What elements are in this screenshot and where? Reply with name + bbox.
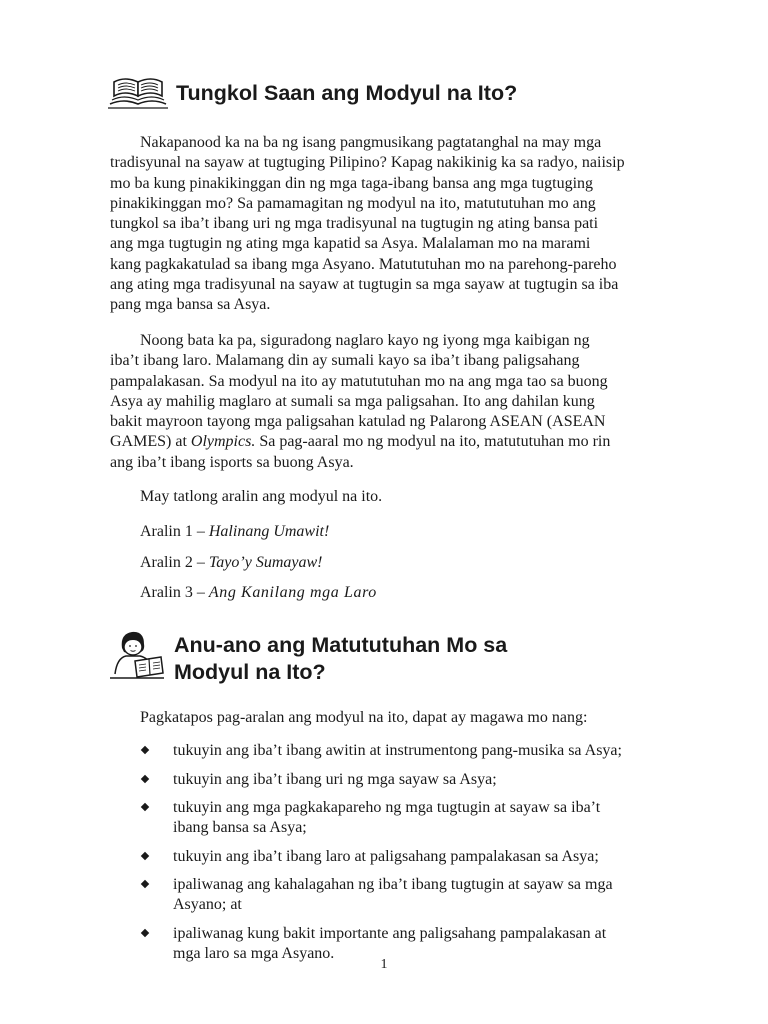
- list-item: [140, 798, 700, 838]
- lesson-item: [140, 553, 323, 573]
- text-line: tungkol sa iba’t ibang uri ng mga tradisyunal na tugtugin ng ating bansa pati: [110, 215, 599, 233]
- text-fragment: GAMES) at: [110, 433, 187, 451]
- lesson-label: Aralin 1: [140, 523, 193, 540]
- diamond-bullet-icon: [141, 774, 149, 782]
- text-line: kang pagkakatulad sa ibang mga Asyano. Matututuhan mo na parehong-pareho: [110, 255, 617, 273]
- text-line: pang mga bansa sa Asya.: [110, 296, 271, 314]
- text-line: bakit mayroon tayong mga paligsahan katulad ng Palarong ASEAN (ASEAN: [110, 413, 606, 431]
- lesson-title: Ang Kanilang mga Laro: [208, 584, 377, 601]
- paragraph-games: [110, 331, 678, 473]
- section-heading-objectives: [108, 628, 507, 686]
- text-line: tradisyunal na sayaw at tugtuging Pilipino? Kapag nakikinig ka sa radyo, naiisip: [110, 154, 625, 172]
- text-line: iba’t ibang laro. Malamang din ay sumali kayo sa iba’t ibang paligsahang: [110, 352, 580, 370]
- text-line: Nakapanood ka na ba ng isang pangmusikang pagtatanghal na may mga: [140, 134, 602, 151]
- paragraph-intro: [110, 133, 678, 316]
- diamond-bullet-icon: [141, 851, 149, 859]
- text-line: Asya ay mahilig maglaro at sumali sa mga paligsahan. Ito ang dahilan kung: [110, 392, 595, 410]
- lesson-dash: –: [196, 554, 205, 571]
- text-fragment: Sa pag-aaral mo ng modyul na ito, matututuhan mo rin: [259, 433, 611, 451]
- list-item: [140, 741, 700, 761]
- lessons-intro: May tatlong aralin ang modyul na ito.: [140, 488, 383, 505]
- list-item-text: mga laro sa mga Asyano.: [173, 944, 335, 962]
- lesson-dash: –: [196, 584, 205, 601]
- list-item-text: tukuyin ang iba’t ibang uri ng mga sayaw sa Asya;: [173, 770, 497, 788]
- list-item-text: ibang bansa sa Asya;: [173, 819, 307, 836]
- list-item: [140, 770, 700, 790]
- lesson-label: Aralin 3: [140, 584, 193, 601]
- section-title: Tungkol Saan ang Modyul na Ito?: [176, 81, 518, 105]
- student-reading-icon: [108, 628, 166, 680]
- diamond-bullet-icon: [141, 746, 149, 754]
- text-line: ang mga tugtugin ng ating mga kapatid sa Asya. Malalaman mo na marami: [110, 235, 591, 253]
- objectives-intro: Pagkatapos pag-aralan ang modyul na ito, dapat ay magawa mo nang:: [140, 709, 588, 726]
- diamond-bullet-icon: [141, 803, 149, 811]
- lesson-dash: –: [196, 523, 205, 540]
- open-book-icon: [108, 74, 168, 112]
- section-title: [174, 632, 507, 686]
- diamond-bullet-icon: [141, 880, 149, 888]
- text-line: ang iba’t ibang isports sa buong Asya.: [110, 453, 354, 471]
- lesson-label: Aralin 2: [140, 554, 193, 571]
- list-item-text: tukuyin ang iba’t ibang awitin at instrumentong pang-musika sa Asya;: [173, 742, 622, 759]
- lesson-title: Halinang Umawit!: [208, 523, 330, 540]
- list-item: [140, 875, 700, 915]
- text-line: pinakikinggan mo? Sa pamamagitan ng modyul na ito, matututuhan mo ang: [110, 194, 596, 212]
- lesson-title: Tayo’y Sumayaw!: [208, 554, 323, 571]
- list-item-text: tukuyin ang mga pagkakapareho ng mga tugtugin at sayaw sa iba’t: [173, 799, 601, 816]
- list-item-text: ipaliwanag ang kahalagahan ng iba’t ibang tugtugin at sayaw sa mga: [173, 876, 613, 893]
- objectives-list: [140, 741, 700, 972]
- lesson-item: [140, 522, 329, 542]
- list-item: [140, 847, 700, 867]
- text-line: Noong bata ka pa, siguradong naglaro kayo ng iyong mga kaibigan ng: [140, 332, 590, 349]
- list-item-text: ipaliwanag kung bakit importante ang paligsahang pampalakasan at: [173, 924, 607, 942]
- text-line: ang ating mga tradisyunal na sayaw at tugtugin sa mga sayaw at tugtugin sa iba: [110, 276, 619, 294]
- text-line: pampalakasan. Sa modyul na ito ay matututuhan mo na ang mga tao sa buong: [110, 372, 608, 390]
- text-line: [110, 432, 678, 452]
- section-title-line: Anu-ano ang Matututuhan Mo sa: [174, 633, 508, 657]
- page-number: 1: [380, 957, 388, 972]
- diamond-bullet-icon: [141, 928, 149, 936]
- lesson-item: [140, 583, 377, 603]
- italic-term: Olympics.: [190, 433, 256, 451]
- section-title-line: Modyul na Ito?: [174, 660, 326, 684]
- section-heading-about: [108, 74, 517, 112]
- text-line: mo ba kung pinakikinggan din ng mga taga-ibang bansa ang mga tugtuging: [110, 174, 594, 192]
- list-item-text: tukuyin ang iba’t ibang laro at paligsahang pampalakasan sa Asya;: [173, 847, 599, 865]
- list-item-text: Asyano; at: [173, 896, 242, 913]
